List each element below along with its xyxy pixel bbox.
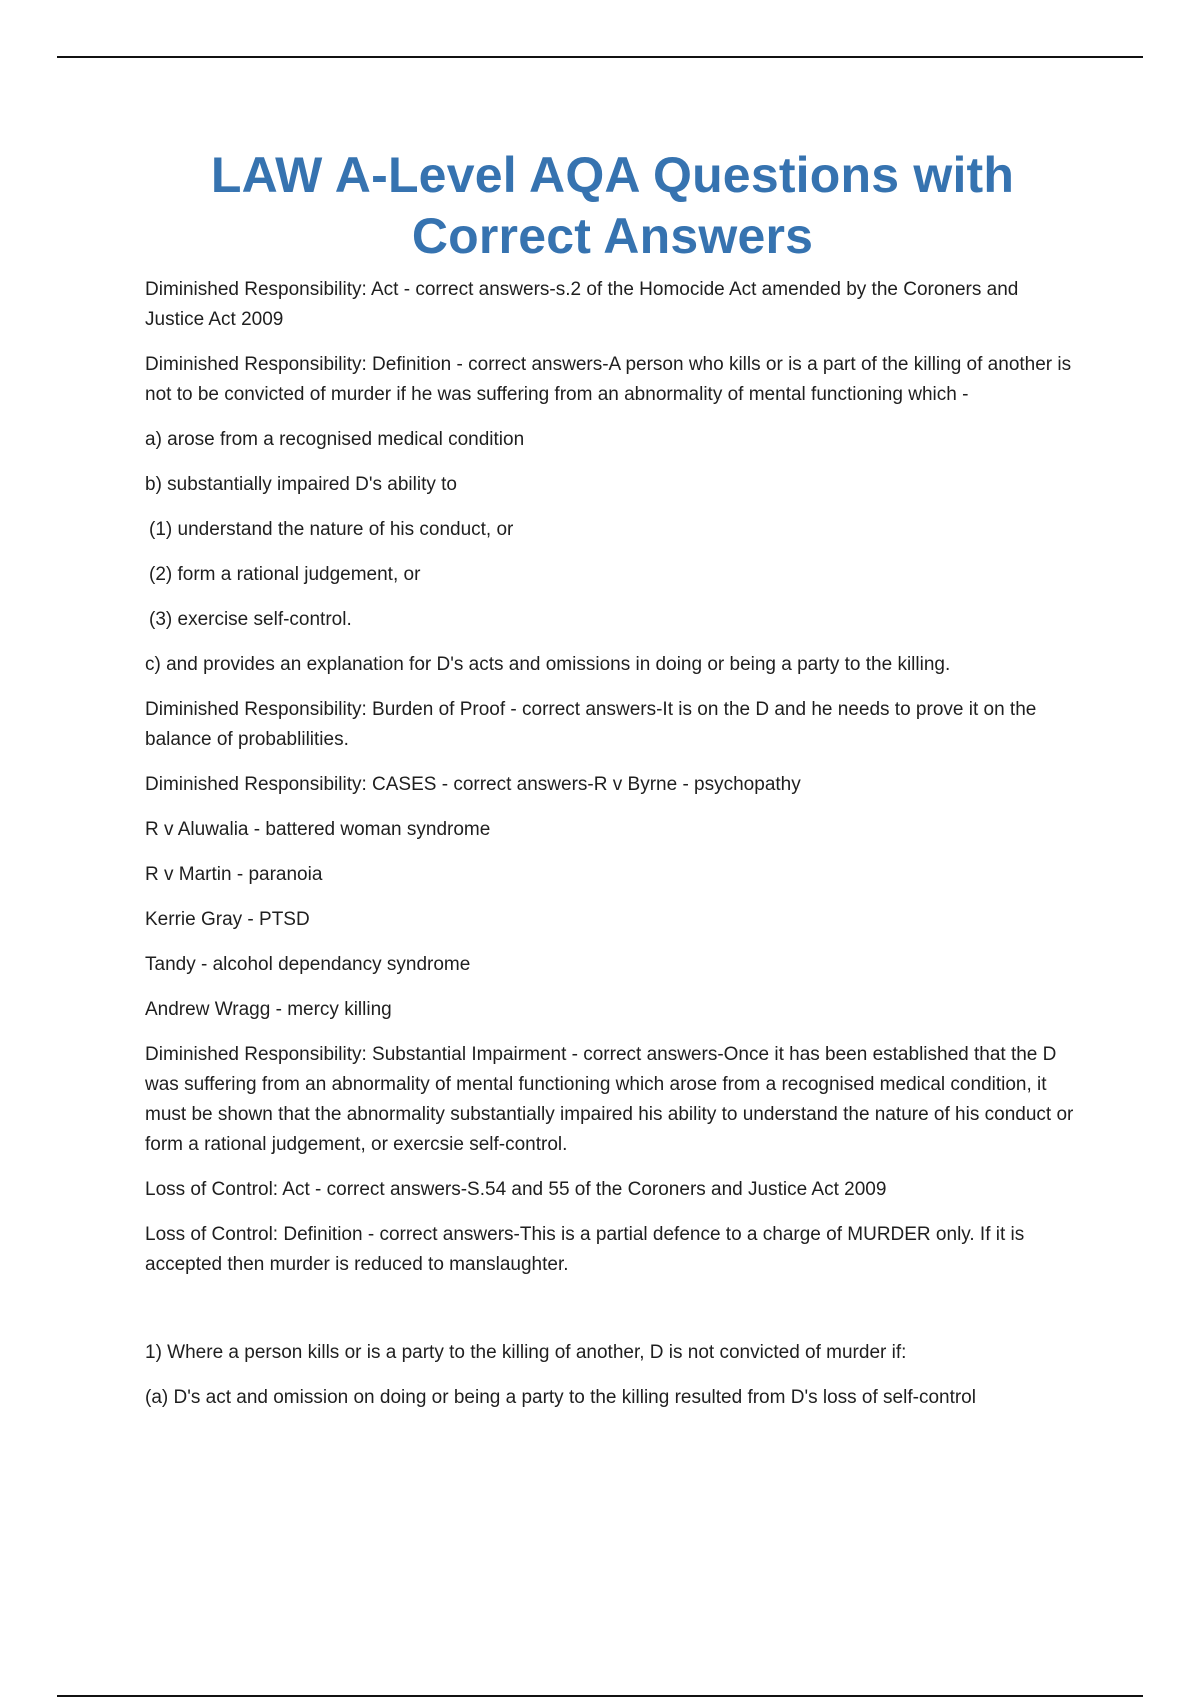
paragraph-case-aluwalia: R v Aluwalia - battered woman syndrome bbox=[145, 819, 491, 840]
paragraph-dr-cases: Diminished Responsibility: CASES - correct answers-R v Byrne - psychopathy bbox=[145, 774, 801, 795]
paragraph-case-tandy: Tandy - alcohol dependancy syndrome bbox=[145, 954, 471, 975]
paragraph-item-b: b) substantially impaired D's ability to bbox=[145, 474, 457, 495]
paragraph-item-a: a) arose from a recognised medical condition bbox=[145, 429, 525, 450]
paragraph-item-3: (3) exercise self-control. bbox=[149, 609, 352, 630]
paragraph-loc-item-a: (a) D's act and omission on doing or being a party to the killing resulted from D's loss of self-control bbox=[145, 1387, 976, 1408]
top-rule bbox=[57, 56, 1143, 58]
paragraph-case-martin: R v Martin - paranoia bbox=[145, 864, 323, 885]
paragraph-dr-act: Diminished Responsibility: Act - correct answers-s.2 of the Homocide Act amended by the Coroners and Justice Act 2009 bbox=[145, 279, 1019, 330]
document-title bbox=[145, 145, 1080, 267]
paragraph-case-wragg: Andrew Wragg - mercy killing bbox=[145, 999, 392, 1020]
paragraph-item-c: c) and provides an explanation for D's acts and omissions in doing or being a party to the killing. bbox=[145, 654, 951, 675]
paragraph-dr-definition: Diminished Responsibility: Definition - correct answers-A person who kills or is a part of the killing of another is not to be convicted of murder if he was suffering from an abnormality of mental functioning which - bbox=[145, 354, 1072, 405]
paragraph-loc-item-1: 1) Where a person kills or is a party to the killing of another, D is not convicted of murder if: bbox=[145, 1342, 907, 1363]
title-line-2: Correct Answers bbox=[411, 208, 814, 264]
bottom-rule bbox=[57, 1695, 1143, 1697]
title-line-1: LAW A-Level AQA Questions with bbox=[210, 147, 1015, 203]
paragraph-dr-impairment: Diminished Responsibility: Substantial Impairment - correct answers-Once it has been established that the D was suffering from an abnormality of mental functioning which arose from a recognised medical condition, it must be shown that the abnormality substantially impaired his ability to understand the nature of his conduct or form a rational judgement, or exercsie self-control. bbox=[145, 1044, 1074, 1155]
paragraph-loc-definition: Loss of Control: Definition - correct answers-This is a partial defence to a charge of MURDER only. If it is accepted then murder is reduced to manslaughter. bbox=[145, 1224, 1025, 1275]
paragraph-item-2: (2) form a rational judgement, or bbox=[149, 564, 421, 585]
paragraph-dr-burden: Diminished Responsibility: Burden of Proof - correct answers-It is on the D and he needs to prove it on the balance of probablilities. bbox=[145, 699, 1037, 750]
paragraph-item-1: (1) understand the nature of his conduct, or bbox=[149, 519, 514, 540]
paragraph-case-gray: Kerrie Gray - PTSD bbox=[145, 909, 310, 930]
document-page bbox=[145, 145, 1080, 1428]
paragraph-loc-act: Loss of Control: Act - correct answers-S.54 and 55 of the Coroners and Justice Act 2009 bbox=[145, 1179, 887, 1200]
